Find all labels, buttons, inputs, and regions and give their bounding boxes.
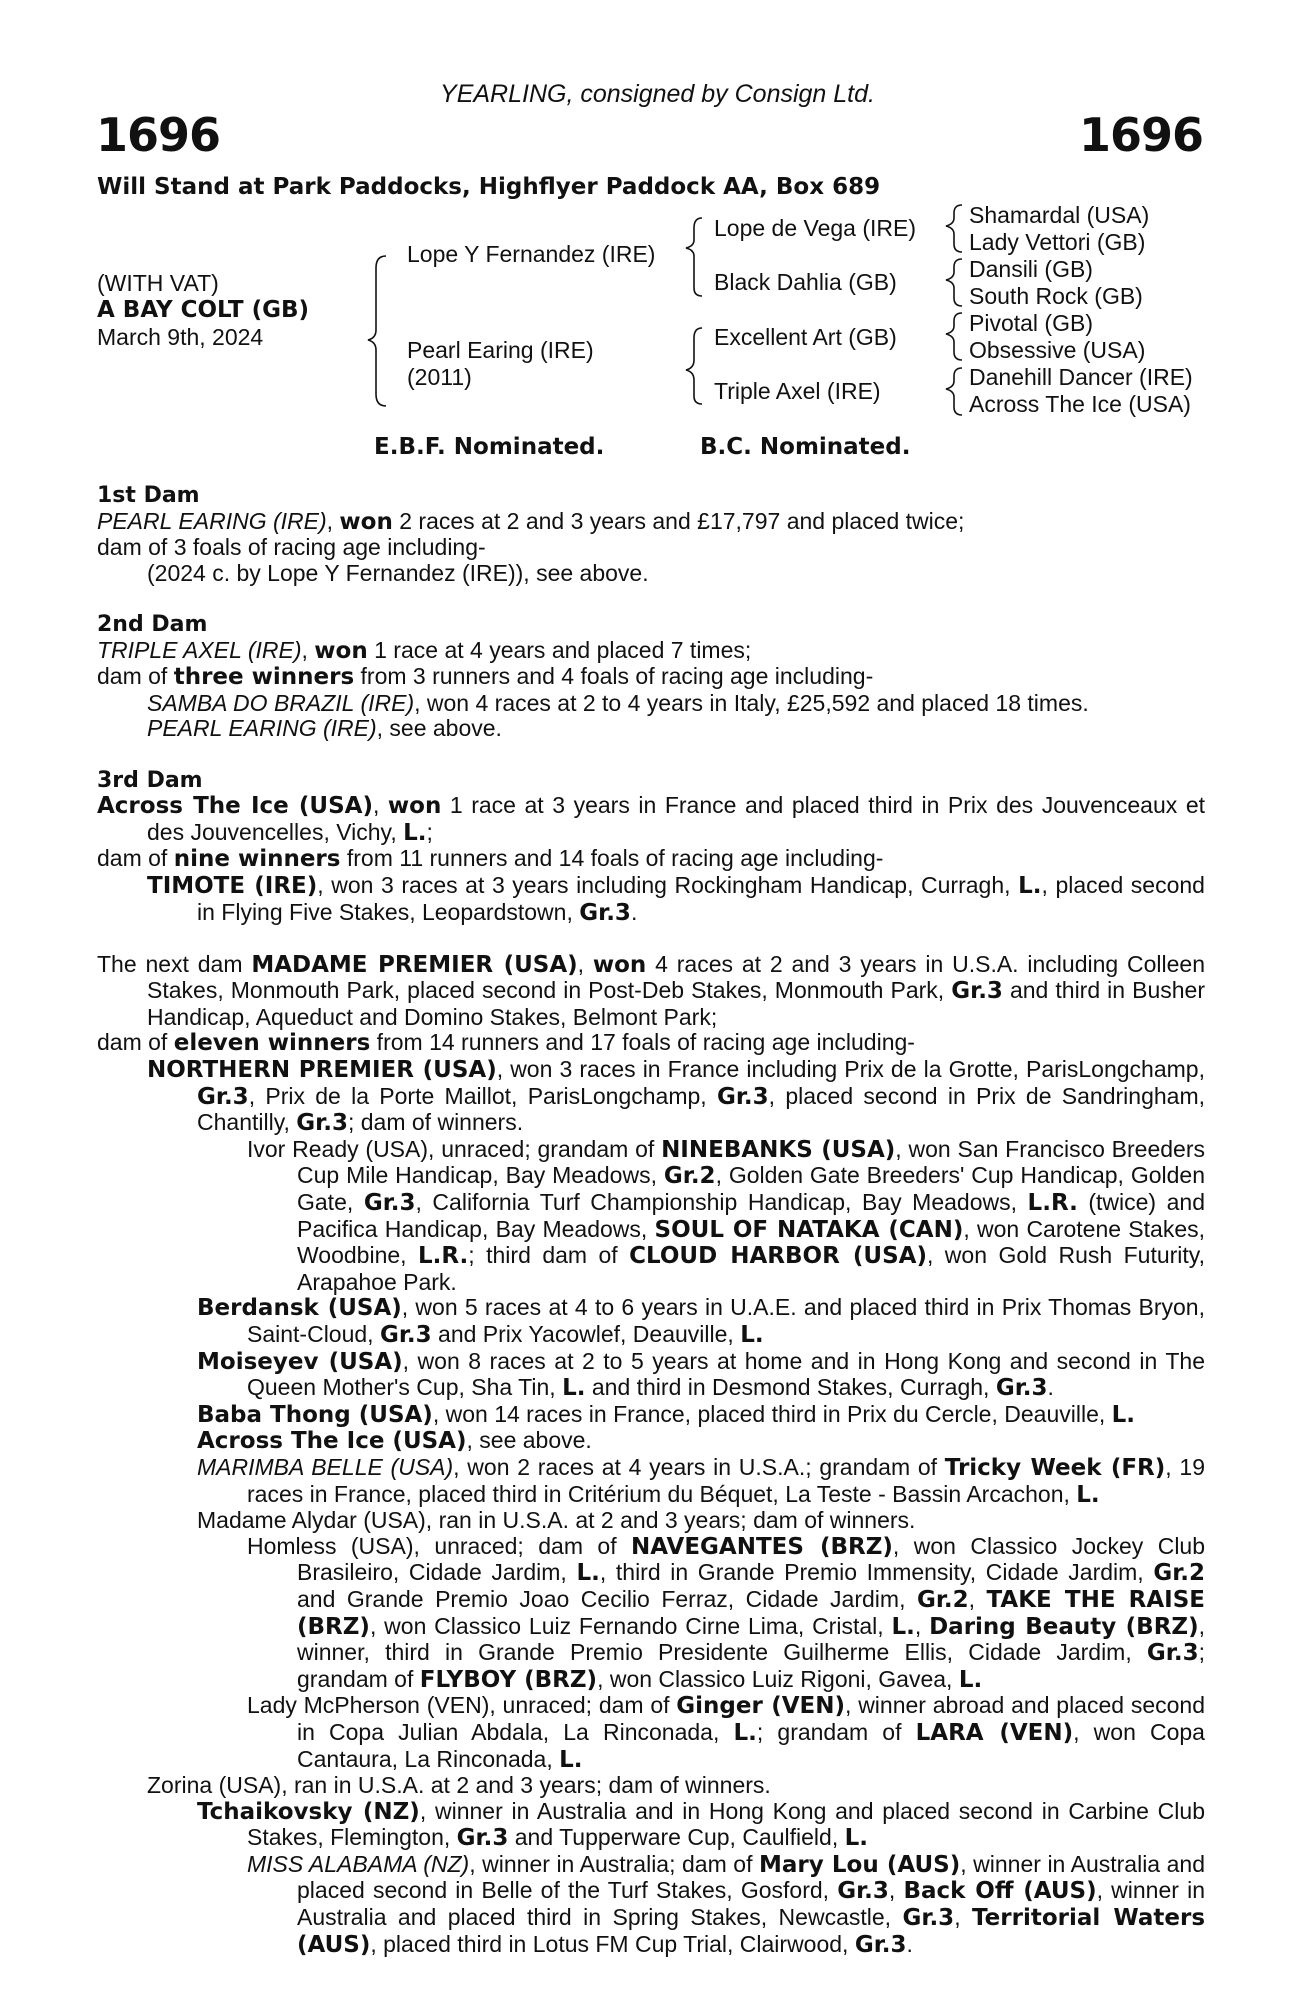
pedigree-g8: Across The Ice (USA): [969, 391, 1191, 417]
northern-premier-entry: NORTHERN PREMIER (USA), won 3 races in France including Prix de la Grotte, ParisLongchamp, Gr.3, Prix de la Porte Maillot, ParisLongchamp, Gr.3, placed second in Prix de Sandringham, Chantilly, Gr.3; dam of winners.: [147, 1056, 1205, 1137]
third-dam-section: [97, 768, 1205, 927]
bc-nominated: B.C. Nominated.: [700, 434, 911, 460]
sire: Lope Y Fernandez (IRE): [407, 241, 656, 267]
baba-thong-entry: Baba Thong (USA), won 14 races in France, placed third in Prix du Cercle, Deauville, L.: [197, 1400, 1136, 1428]
pedigree-g1: Shamardal (USA): [969, 202, 1150, 228]
horse-name: A BAY COLT (GB): [97, 297, 310, 323]
across-the-ice-entry: Across The Ice (USA), see above.: [197, 1427, 592, 1455]
foaling-date: March 9th, 2024: [97, 324, 264, 350]
first-dam-section: [97, 483, 1205, 586]
consignment-line: YEARLING, consigned by Consign Ltd.: [440, 80, 875, 108]
first-dam-line: PEARL EARING (IRE), won 2 races at 2 and 3 years and £17,797 and placed twice;: [97, 507, 965, 535]
madame-alydar-entry: Madame Alydar (USA), ran in U.S.A. at 2 and 3 years; dam of winners.: [197, 1507, 916, 1534]
dam: Pearl Earing (IRE): [407, 337, 594, 363]
tchaikovsky-entry: Tchaikovsky (NZ), winner in Australia and in Hong Kong and placed second in Carbine Club Stakes, Flemington, Gr.3 and Tupperware Cup, Caulfield, L.: [197, 1797, 1205, 1852]
next-dam-line: The next dam MADAME PREMIER (USA), won 4 races at 2 and 3 years in U.S.A. including Colleen Stakes, Monmouth Park, placed second in Post-Deb Stakes, Monmouth Park, Gr.3 and third in Busher Handicap, Aqueduct and Domino Stakes, Belmont Park;: [97, 950, 1206, 1030]
ebf-nominated: E.B.F. Nominated.: [374, 434, 605, 460]
second-dam-section: [97, 612, 1205, 742]
first-dam-produce: dam of 3 foals of racing age including-: [97, 534, 486, 561]
berdansk-entry: Berdansk (USA), won 5 races at 4 to 6 years in U.A.E. and placed third in Prix Thomas Bryon, Saint-Cloud, Gr.3 and Prix Yacowlef, Deauville, L.: [197, 1294, 1205, 1348]
vat-note: (WITH VAT): [97, 270, 219, 296]
marimba-belle-entry: MARIMBA BELLE (USA), won 2 races at 4 years in U.S.A.; grandam of Tricky Week (FR), 19 races in France, placed third in Critérium du Béquet, La Teste - Bassin Arcachon, L.: [197, 1453, 1205, 1508]
lot-number-left: 1696: [96, 108, 221, 162]
third-dam-heading: 3rd Dam: [97, 767, 203, 793]
produce-record: [97, 483, 1205, 1958]
sire-sire: Lope de Vega (IRE): [714, 215, 917, 241]
pedigree-g5: Pivotal (GB): [969, 310, 1093, 336]
second-dam-foal-1: SAMBA DO BRAZIL (IRE), won 4 races at 2 to 4 years in Italy, £25,592 and placed 18 times.: [147, 689, 1089, 716]
pedigree-g4: South Rock (GB): [969, 283, 1143, 309]
zorina-entry: Zorina (USA), ran in U.S.A. at 2 and 3 years; dam of winners.: [147, 1772, 771, 1799]
dam-sire: Excellent Art (GB): [714, 324, 897, 350]
third-dam-produce: dam of nine winners from 11 runners and 14 foals of racing age including-: [97, 845, 884, 873]
ivor-ready-entry: Ivor Ready (USA), unraced; grandam of NINEBANKS (USA), won San Francisco Breeders Cup Mile Handicap, Bay Meadows, Gr.2, Golden Gate Breeders' Cup Handicap, Golden Gate, Gr.3, California Turf Championship Handicap, Bay Meadows, L.R. (twice) and Pacifica Handicap, Bay Meadows, SOUL OF NATAKA (CAN), won Carotene Stakes, Woodbine, L.R.; third dam of CLOUD HARBOR (USA), won Gold Rush Futurity, Arapahoe Park.: [247, 1135, 1206, 1295]
lady-mcpherson-entry: Lady McPherson (VEN), unraced; dam of Ginger (VEN), winner abroad and placed second in Copa Julian Abdala, La Rinconada, L.; grandam of LARA (VEN), won Copa Cantaura, La Rinconada, L.: [247, 1692, 1205, 1773]
next-dam-produce: dam of eleven winners from 14 runners and 17 foals of racing age including-: [97, 1029, 915, 1057]
dam-year: (2011): [407, 364, 472, 390]
sire-dam: Black Dahlia (GB): [714, 269, 897, 295]
first-dam-heading: 1st Dam: [97, 483, 200, 508]
dam-dam: Triple Axel (IRE): [714, 378, 881, 404]
pedigree-g7: Danehill Dancer (IRE): [969, 364, 1193, 390]
second-dam-foal-2: PEARL EARING (IRE), see above.: [147, 715, 502, 742]
miss-alabama-entry: MISS ALABAMA (NZ), winner in Australia; dam of Mary Lou (AUS), winner in Australia and placed second in Belle of the Turf Stakes, Gosford, Gr.3, Back Off (AUS), winner in Australia and placed third in Spring Stakes, Newcastle, Gr.3, Territorial Waters (AUS), placed third in Lotus FM Cup Trial, Clairwood, Gr.3.: [247, 1850, 1206, 1958]
first-dam-foal: (2024 c. by Lope Y Fernandez (IRE)), see above.: [147, 559, 649, 586]
pedigree-g2: Lady Vettori (GB): [969, 229, 1146, 255]
third-dam-line: Across The Ice (USA), won 1 race at 3 years in France and placed third in Prix des Jouvenceaux et des Jouvencelles, Vichy, L.;: [97, 792, 1205, 846]
lot-number-right: 1696: [1078, 108, 1203, 162]
stand-location: Will Stand at Park Paddocks, Highflyer Paddock AA, Box 689: [97, 174, 881, 200]
moiseyev-entry: Moiseyev (USA), won 8 races at 2 to 5 years at home and in Hong Kong and second in The Queen Mother's Cup, Sha Tin, L. and third in Desmond Stakes, Curragh, Gr.3.: [197, 1347, 1205, 1402]
next-dam-section: [97, 952, 1205, 1959]
pedigree-g6: Obsessive (USA): [969, 337, 1146, 363]
timote-entry: TIMOTE (IRE), won 3 races at 3 years including Rockingham Handicap, Curragh, L., placed second in Flying Five Stakes, Leopardstown, Gr.3.: [147, 871, 1205, 926]
second-dam-heading: 2nd Dam: [97, 611, 208, 637]
pedigree-g3: Dansili (GB): [969, 256, 1093, 282]
second-dam-line: TRIPLE AXEL (IRE), won 1 race at 4 years and placed 7 times;: [97, 636, 752, 664]
second-dam-produce: dam of three winners from 3 runners and 4 foals of racing age including-: [97, 663, 874, 691]
homless-entry: Homless (USA), unraced; dam of NAVEGANTES (BRZ), won Classico Jockey Club Brasileiro, Cidade Jardim, L., third in Grande Premio Immensity, Cidade Jardim, Gr.2 and Grande Premio Joao Cecilio Ferraz, Cidade Jardim, Gr.2, TAKE THE RAISE (BRZ), won Classico Luiz Fernando Cirne Lima, Cristal, L., Daring Beauty (BRZ), winner, third in Grande Premio Presidente Guilherme Ellis, Cidade Jardim, Gr.3; grandam of FLYBOY (BRZ), won Classico Luiz Rigoni, Gavea, L.: [247, 1532, 1206, 1693]
